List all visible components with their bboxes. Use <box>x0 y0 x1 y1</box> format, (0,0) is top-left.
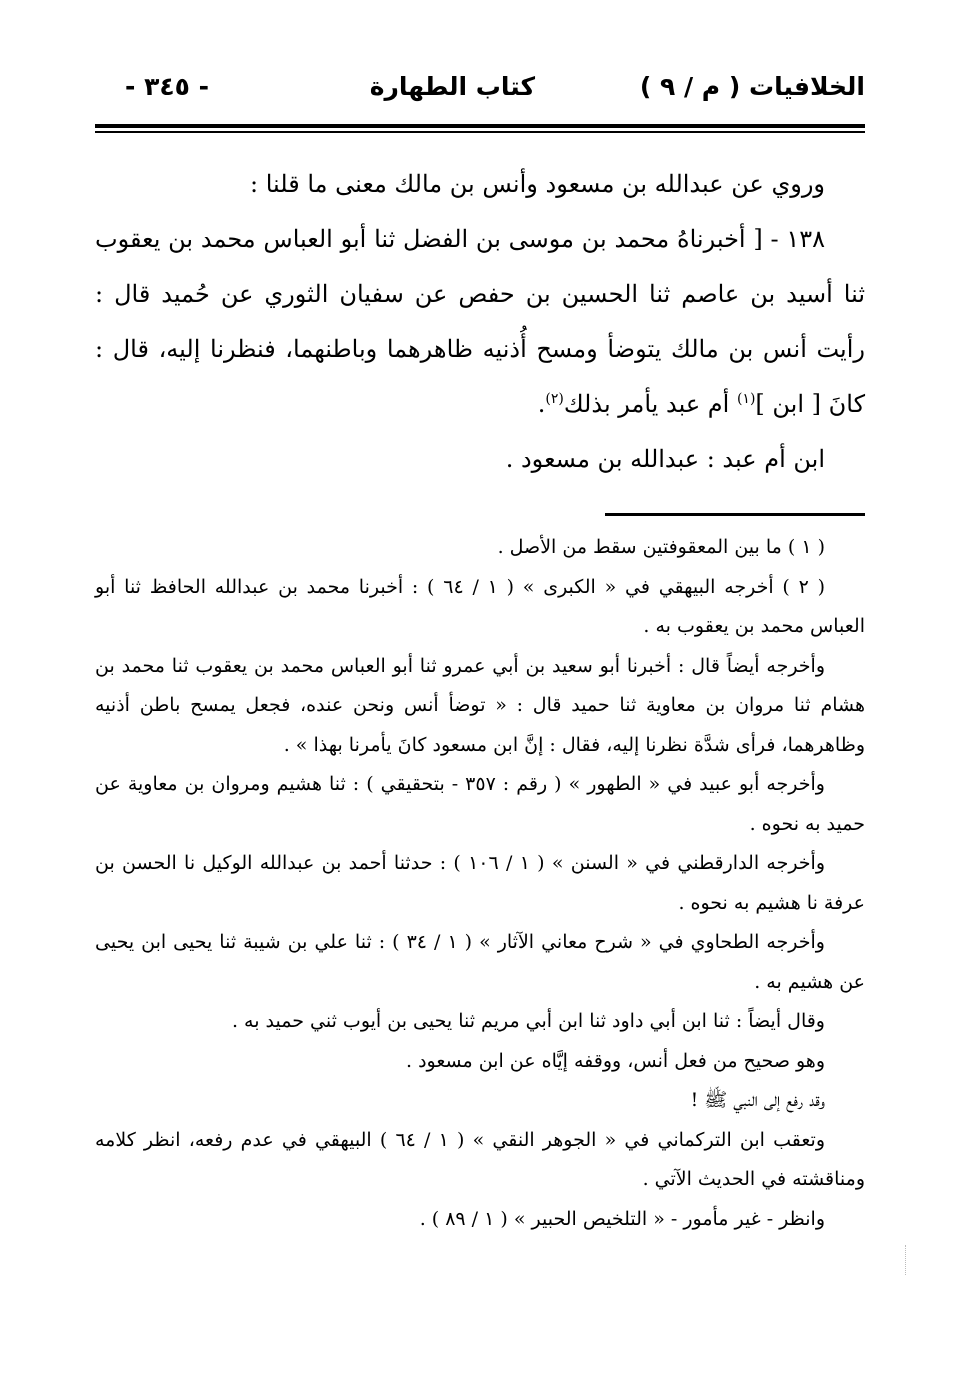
footnote-2: ( ٢ ) أخرجه البيهقي في « الكبرى » ( ١ / ٦٤ ) : أخبرنا محمد بن عبدالله الحافظ ثنا أبو العباس محمد بن يعقوب به . <box>95 575 865 637</box>
hadith-number: ١٣٨ - <box>770 225 825 253</box>
hadith-text-part2: أم عبد يأمر بذلك <box>563 390 737 418</box>
scan-artifact <box>905 1245 908 1275</box>
intro-paragraph: وروي عن عبدالله بن مسعود وأنس بن مالك معنى ما قلنا : <box>250 170 825 198</box>
book-page <box>95 62 865 1239</box>
header-divider <box>95 124 865 133</box>
page-number: - ٣٤٥ - <box>125 72 209 101</box>
hadith-end: . <box>537 390 546 418</box>
footnote-paragraph: وأخرجه الدارقطني في « السنن » ( ١ / ١٠٦ ) : حدثنا أحمد بن عبدالله الوكيل نا الحسن بن عرفة نا هشيم به نحوه . <box>95 852 865 914</box>
main-text <box>95 157 865 487</box>
hadith-paragraph <box>95 212 865 432</box>
footnote-1: ( ١ ) ما بين المعقوفتين سقط من الأصل . <box>497 536 825 558</box>
footnote-paragraph: وتعقب ابن التركماني في « الجوهر النقي » ( ١ / ٦٤ ) البيهقي في عدم رفعه، انظر كلامه ومناقشته في الحديث الآتي . <box>95 1128 865 1190</box>
footnotes <box>95 528 865 1239</box>
footnote-paragraph: وقد رفع إلى النبي ﷺ ! <box>690 1089 825 1111</box>
footnote-paragraph: وقال أيضاً : ثنا ابن أبي داود ثنا ابن أبي مريم ثنا يحيى بن أيوب ثني حميد به . <box>231 1010 825 1032</box>
chapter-title: كتاب الطهارة <box>369 72 535 101</box>
footnote-paragraph: وأخرجه الطحاوي في « شرح معاني الآثار » ( ١ / ٣٤ ) : ثنا علي بن شيبة ثنا يحيى ابن يحيى عن هشيم به . <box>95 931 865 993</box>
footnote-ref-1: (١) <box>736 391 756 407</box>
footnote-paragraph: وأخرجه أبو عبيد في « الطهور » ( رقم : ٣٥٧ - بتحقيقي ) : ثنا هشيم ومروان بن معاوية عن حميد به نحوه . <box>95 773 865 835</box>
book-title: الخلافيات ( م / ٩ ) <box>639 72 865 101</box>
footnote-divider <box>605 513 865 516</box>
footnote-ref-2: (٢) <box>545 391 564 407</box>
footnote-paragraph: وهو صحيح من فعل أنس، ووقفه إيَّاه عن ابن مسعود . <box>406 1049 825 1072</box>
explanation-paragraph: ابن أم عبد : عبدالله بن مسعود . <box>505 445 825 473</box>
footnote-paragraph: وانظر - غير مأمور - « التلخيص الحبير » ( ١ / ٨٩ ) . <box>419 1207 825 1230</box>
hadith-text-part1: [ أخبرناهُ محمد بن موسى بن الفضل ثنا أبو العباس محمد بن يعقوب ثنا أسيد بن عاصم ثنا الحسين بن حفص عن سفيان الثوري عن حُميد قال : رأيت أنس بن مالك يتوضأ ومسح أُذنيه ظاهرهما وباطنهما، فنظرنا إليه، قال : كانَ [ ابن ] <box>95 225 865 418</box>
footnote-paragraph: وأخرجه أيضاً قال : أخبرنا أبو سعيد بن أبي عمرو ثنا أبو العباس محمد بن يعقوب ثنا محمد بن هشام ثنا مروان بن معاوية ثنا حميد قال : « توضأ أنس ونحن عنده، فجعل يمسح باطن أذنيه وظاهرهما، فرأى شدَّة نظرنا إليه، فقال : إنَّ ابن مسعود كانَ يأمرنا بهذا » . <box>95 654 865 756</box>
running-header <box>95 62 865 124</box>
